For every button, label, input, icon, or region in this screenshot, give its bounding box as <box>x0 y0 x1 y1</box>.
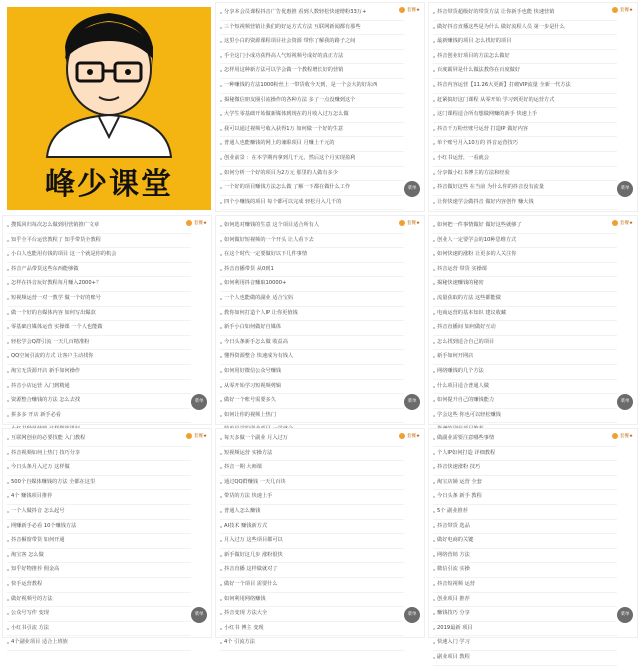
course-list-item[interactable]: 网络赚钱的几个方法 <box>433 365 617 380</box>
package-badge-label: 套餐★ <box>406 434 420 439</box>
course-list-item[interactable]: 一个好的项目赚钱方法怎么做 了解一下都在做什么工作 <box>220 181 404 196</box>
cartoon-face-icon <box>7 7 211 157</box>
course-list <box>220 432 404 651</box>
course-list-panel <box>428 2 638 212</box>
course-list-item[interactable]: 抖音做好这些 在当前 为什么你的抖音没有流量 <box>433 181 617 196</box>
course-list-item[interactable]: 小白人也能用有钱的项目 这一个就是你的机会 <box>7 248 191 263</box>
course-list-item[interactable]: 新手小白如何做好自媒体 <box>220 321 404 336</box>
course-list-item[interactable]: 抖音小店运营 入门到精通 <box>7 380 191 395</box>
course-list-item[interactable]: 怎样在抖音玩好教程每月赚入2000+？ <box>7 277 191 292</box>
course-list-item[interactable]: 4个 引流方法 <box>220 636 404 651</box>
course-list-item[interactable]: 单个账号月入10万的 抖音运营技巧 <box>433 137 617 152</box>
course-list-item[interactable]: 做副业需要注意哪些事情 <box>433 432 617 447</box>
course-list-item[interactable]: 月入过万 这些项目都可以 <box>220 534 404 549</box>
course-list-item[interactable]: 百度霸屏是什么做法教你在百度做好 <box>433 64 617 79</box>
course-list <box>7 432 191 651</box>
course-list-item[interactable]: 普通人也能赚钱的网上的兼职项目 月赚上千元的 <box>220 137 404 152</box>
package-badge-label: 套餐★ <box>193 434 207 439</box>
course-list-item[interactable]: 资源整合赚钱的方法 怎么去找 <box>7 394 191 409</box>
course-list-item[interactable]: 抖音直播 这样做就对了 <box>220 563 404 578</box>
course-list-item[interactable]: 淘宝客 怎么做 <box>7 549 191 564</box>
course-list-item[interactable]: 短视频运营一对一教学 做一个好的账号 <box>7 292 191 307</box>
course-list-item[interactable]: 网赚新手必看 10个赚钱方法 <box>7 520 191 535</box>
course-list <box>7 219 191 453</box>
course-list-item[interactable]: 抖音直播间 如何做好互动 <box>433 321 617 336</box>
course-list-item[interactable]: 抖音短视频 运营 <box>433 578 617 593</box>
course-list-item[interactable]: QQ空间引流的方式 让客户主动找你 <box>7 350 191 365</box>
course-list-item[interactable]: 做一个好的自媒体内容 如何写出爆款 <box>7 307 191 322</box>
menu-fab-button[interactable]: 菜单 <box>617 394 633 410</box>
course-list-panel <box>2 215 212 425</box>
course-list-item[interactable]: 互联网创业的必要技能 入门教程 <box>7 432 191 447</box>
course-list-item[interactable]: 抖音直播带货 从0到1 <box>220 263 404 278</box>
package-badge-label: 套餐★ <box>619 8 633 13</box>
course-list-item[interactable]: 拼多多 开店 新手必看 <box>7 409 191 424</box>
course-list-item[interactable]: 这里小白的资源课程项目社会资源 带你了解我的路子之间 <box>220 35 404 50</box>
course-list-panel <box>2 428 212 646</box>
panel-logo <box>2 2 212 212</box>
package-badge-label: 套餐★ <box>619 434 633 439</box>
course-list-item[interactable]: 如何用好微信公众号赚钱 <box>220 365 404 380</box>
course-list-item[interactable]: 快手运营教程 <box>7 578 191 593</box>
logo-image <box>7 7 211 210</box>
course-list-item[interactable]: 小红书 博主 变现 <box>220 622 404 637</box>
course-list-item[interactable]: 做好一个账号需要多久 <box>220 394 404 409</box>
course-list-item[interactable]: 让你快速学会做抖音 做好内容创作 赚大钱 <box>433 196 617 211</box>
course-list-item[interactable]: 如何把一件事情做好 做好这些就够了 <box>433 219 617 234</box>
course-list-item[interactable]: 短视频运营 实操方法 <box>220 447 404 462</box>
course-list-item[interactable]: 赶紧搞好这门课程 从零开始 学习到更好的运营方式 <box>433 94 617 109</box>
course-list-item[interactable]: 流量获取的方法 这些都能做 <box>433 292 617 307</box>
course-list-item[interactable]: 教你如何打造个人IP 让你更值钱 <box>220 307 404 322</box>
course-list-item[interactable]: 最新赚钱的项目 怎么找好的项目 <box>433 35 617 50</box>
course-list-item[interactable]: 如何利用网络赚钱 <box>220 593 404 608</box>
course-list-item[interactable]: 搜狐回归每次怎么做到用营销推广文章 <box>7 219 191 234</box>
course-list-item[interactable]: 2019最新 项目 <box>433 622 617 637</box>
course-list-item[interactable]: 一种赚钱的方法1000粉丝上一带货收今天到，是一个会大的好东西 <box>220 79 404 94</box>
course-list-item[interactable]: 一个人也能做的副业 适合宝妈 <box>220 292 404 307</box>
menu-fab-button[interactable]: 菜单 <box>617 181 633 197</box>
menu-fab-button[interactable]: 菜单 <box>404 394 420 410</box>
course-list-item[interactable]: 做好视频号的方法 <box>7 593 191 608</box>
course-list-panel <box>215 2 425 212</box>
course-list-item[interactable]: 怎样用这种新方法可以学会做一个教程增长好的营销 <box>220 64 404 79</box>
course-list-item[interactable]: 懂得资源整合 快速成为有钱人 <box>220 350 404 365</box>
package-badge-label: 套餐★ <box>406 221 420 226</box>
course-list-item[interactable]: 分享本会员课程抖音广告优惠推 看到人数轻松快速增粉33万+ <box>220 6 404 21</box>
course-list-item[interactable]: 普通人怎么赚钱 <box>220 505 404 520</box>
course-list-item[interactable]: 4个 赚钱项目推荐 <box>7 490 191 505</box>
course-list <box>220 219 404 438</box>
course-list-item[interactable]: 如何提升自己的赚钱能力 <box>433 394 617 409</box>
course-list-item[interactable]: 分享做小红书博主的方法和经验 <box>433 167 617 182</box>
package-badge-label: 套餐★ <box>406 8 420 13</box>
course-list-item[interactable]: 零基础自媒体运营 实操课 一个人也能做 <box>7 321 191 336</box>
course-list-item[interactable]: 淘宝无货源开店 新手如何操作 <box>7 365 191 380</box>
course-list-item[interactable]: 什么项目适合普通人做 <box>433 380 617 395</box>
course-list-item[interactable]: 快速入门 学习 <box>433 636 617 651</box>
course-list-item[interactable]: 今日头条 新手 教程 <box>433 490 617 505</box>
course-list-item[interactable]: 如何做好短视频的一个开头 让人看下去 <box>220 234 404 249</box>
logo-text: 峰少课堂 <box>45 167 173 202</box>
course-list-item[interactable]: 500个自媒体赚钱的方法 全都在这里 <box>7 476 191 491</box>
course-list-item[interactable]: 抖音快速涨粉 技巧 <box>433 461 617 476</box>
course-list-item[interactable]: 学会这些 你也可以轻松赚钱 <box>433 409 617 424</box>
course-list-item[interactable]: 怎么找到适合自己的项目 <box>433 336 617 351</box>
course-list-item[interactable]: 揭秘微信朋友圈引流操作的各种方法 多了一点没赚到这个 <box>220 94 404 109</box>
course-list-item[interactable]: 今日头条月入过万 这样做 <box>7 461 191 476</box>
course-list-item[interactable]: 三个短视频营销让我们的好运方式方法 互联网新闻都有那些 <box>220 21 404 36</box>
course-list-item[interactable]: 我可以通过视频号收入获得1万 如何做一个好的生意 <box>220 123 404 138</box>
course-list-item[interactable]: 从零开始学习短视频剪辑 <box>220 380 404 395</box>
course-list-item[interactable]: 抖音内容运营【11.26大更新】打破VIP流量 全新一代方法 <box>433 79 617 94</box>
course-list-item[interactable]: 创业人一定要学会的10种思维方式 <box>433 234 617 249</box>
course-list-item[interactable]: 赚钱技巧 分享 <box>433 607 617 622</box>
course-list-item[interactable]: 揭秘快速赚钱的秘密 <box>433 277 617 292</box>
course-list-item[interactable]: 抖音带货 选品 <box>433 520 617 535</box>
course-list-item[interactable]: 微信引流 实操 <box>433 563 617 578</box>
course-list-item[interactable]: 如何利用抖音赚取10000+ <box>220 277 404 292</box>
course-list-panel <box>428 428 638 660</box>
course-list-item[interactable]: 每天多做一个副业 月入过万 <box>220 432 404 447</box>
course-list-item[interactable]: 抖音一期 大师课 <box>220 461 404 476</box>
course-list <box>433 219 617 438</box>
course-list-panel <box>428 215 638 425</box>
course-list-item[interactable]: 做好一个项目 需要什么 <box>220 578 404 593</box>
course-list-item[interactable]: 知乎全平台运营教程了 知乎带货全教程 <box>7 234 191 249</box>
course-list-item[interactable]: 抖音橱窗带货 如何开通 <box>7 534 191 549</box>
course-list-item[interactable]: AI技术 赚钱新方式 <box>220 520 404 535</box>
course-list-item[interactable]: 4个副业项目 适合上班族 <box>7 636 191 651</box>
course-list <box>433 6 617 210</box>
course-list-item[interactable]: 新手做好这几步 涨粉很快 <box>220 549 404 564</box>
course-list-panel <box>215 215 425 425</box>
course-list-item[interactable]: 今日头条新手怎么做 收益高 <box>220 336 404 351</box>
course-list-item[interactable]: 抖音带货超级好的带货方法 让你新手也能 快速营销 <box>433 6 617 21</box>
course-list <box>433 432 617 666</box>
course-list-item[interactable]: 带货的方法 快速上手 <box>220 490 404 505</box>
course-list-item[interactable]: 通过QQ群赚钱 一天几百块 <box>220 476 404 491</box>
course-list-item[interactable]: 小红书运营，一看就会 <box>433 152 617 167</box>
course-list-item[interactable]: 一个人做抖音 怎么起号 <box>7 505 191 520</box>
course-list-item[interactable]: 四个小赚钱的项目 每个都可以完成 轻松月入几千的 <box>220 196 404 211</box>
course-list-item[interactable]: 在这个时代一定要做好以下几件事情 <box>220 248 404 263</box>
course-list-item[interactable]: 网络营销 方法 <box>433 549 617 564</box>
course-list-item[interactable]: 如何分析一个好的项目为2万元 那里的人做有多少 <box>220 167 404 182</box>
course-list-item[interactable]: 抖音创业好项目的方法怎么做好 <box>433 50 617 65</box>
course-list-item[interactable]: 公众号写作 变现 <box>7 607 191 622</box>
course-list-item[interactable]: 淘宝店铺 运营 全套 <box>433 476 617 491</box>
course-list-item[interactable]: 如何让你的视频上热门 <box>220 409 404 424</box>
course-list-item[interactable]: 做好抖音直播这些是为什么 做好流程人员 第一步是什么 <box>433 21 617 36</box>
course-list-item[interactable]: 大学生零基础开始做新媒体到现在的月收入过万怎么做 <box>220 108 404 123</box>
course-list-item[interactable]: 抖音变现 方法大全 <box>220 607 404 622</box>
course-list-item[interactable]: 手全这门小成功获得高人气短视频号成好的真正方法 <box>220 50 404 65</box>
course-list-item[interactable]: 轻松学会Q群引流 一天几百精准粉 <box>7 336 191 351</box>
course-list-item[interactable]: 这门课程适合所有想做网赚的新手 快速上手 <box>433 108 617 123</box>
course-list <box>220 6 404 210</box>
course-list-item[interactable]: 电商运营的基本知识 建议收藏 <box>433 307 617 322</box>
menu-fab-button[interactable]: 菜单 <box>617 607 633 623</box>
course-list-item[interactable]: 小红书引流 方法 <box>7 622 191 637</box>
package-badge-label: 套餐★ <box>193 221 207 226</box>
course-list-item[interactable]: 如何选对赚钱的生意 这个项目适合所有人 <box>220 219 404 234</box>
menu-fab-button[interactable]: 菜单 <box>404 181 420 197</box>
course-list-panel <box>215 428 425 646</box>
menu-fab-button[interactable]: 菜单 <box>191 607 207 623</box>
course-list-item[interactable]: 新手如何开网店 <box>433 350 617 365</box>
course-list-item[interactable]: 创业项目 推荐 <box>433 593 617 608</box>
course-list-item[interactable]: 副业项目 教程 <box>433 651 617 666</box>
menu-fab-button[interactable]: 菜单 <box>404 607 420 623</box>
course-list-item[interactable]: 做好电商的关键 <box>433 534 617 549</box>
course-list-item[interactable]: 5个 副业推荐 <box>433 505 617 520</box>
course-list-item[interactable]: 抖音千万粉丝账号运营 打造IP 做好内容 <box>433 123 617 138</box>
course-list-item[interactable]: 抖音运营 带货 实操课 <box>433 263 617 278</box>
course-list-item[interactable]: 抖音产品带货这些东西能够做 <box>7 263 191 278</box>
course-list-item[interactable]: 个人IP如何打造 详细教程 <box>433 447 617 462</box>
course-list-item[interactable]: 抖音视频如何上热门 技巧分享 <box>7 447 191 462</box>
course-list-item[interactable]: 创业前景 ：在本学期内拿到几千元，然后这个月实现盈利 <box>220 152 404 167</box>
menu-fab-button[interactable]: 菜单 <box>191 394 207 410</box>
course-list-item[interactable]: 如何快速的涨粉 让更多的人关注你 <box>433 248 617 263</box>
package-badge-label: 套餐★ <box>619 221 633 226</box>
course-list-item[interactable]: 知乎好物推荐 佣金高 <box>7 563 191 578</box>
